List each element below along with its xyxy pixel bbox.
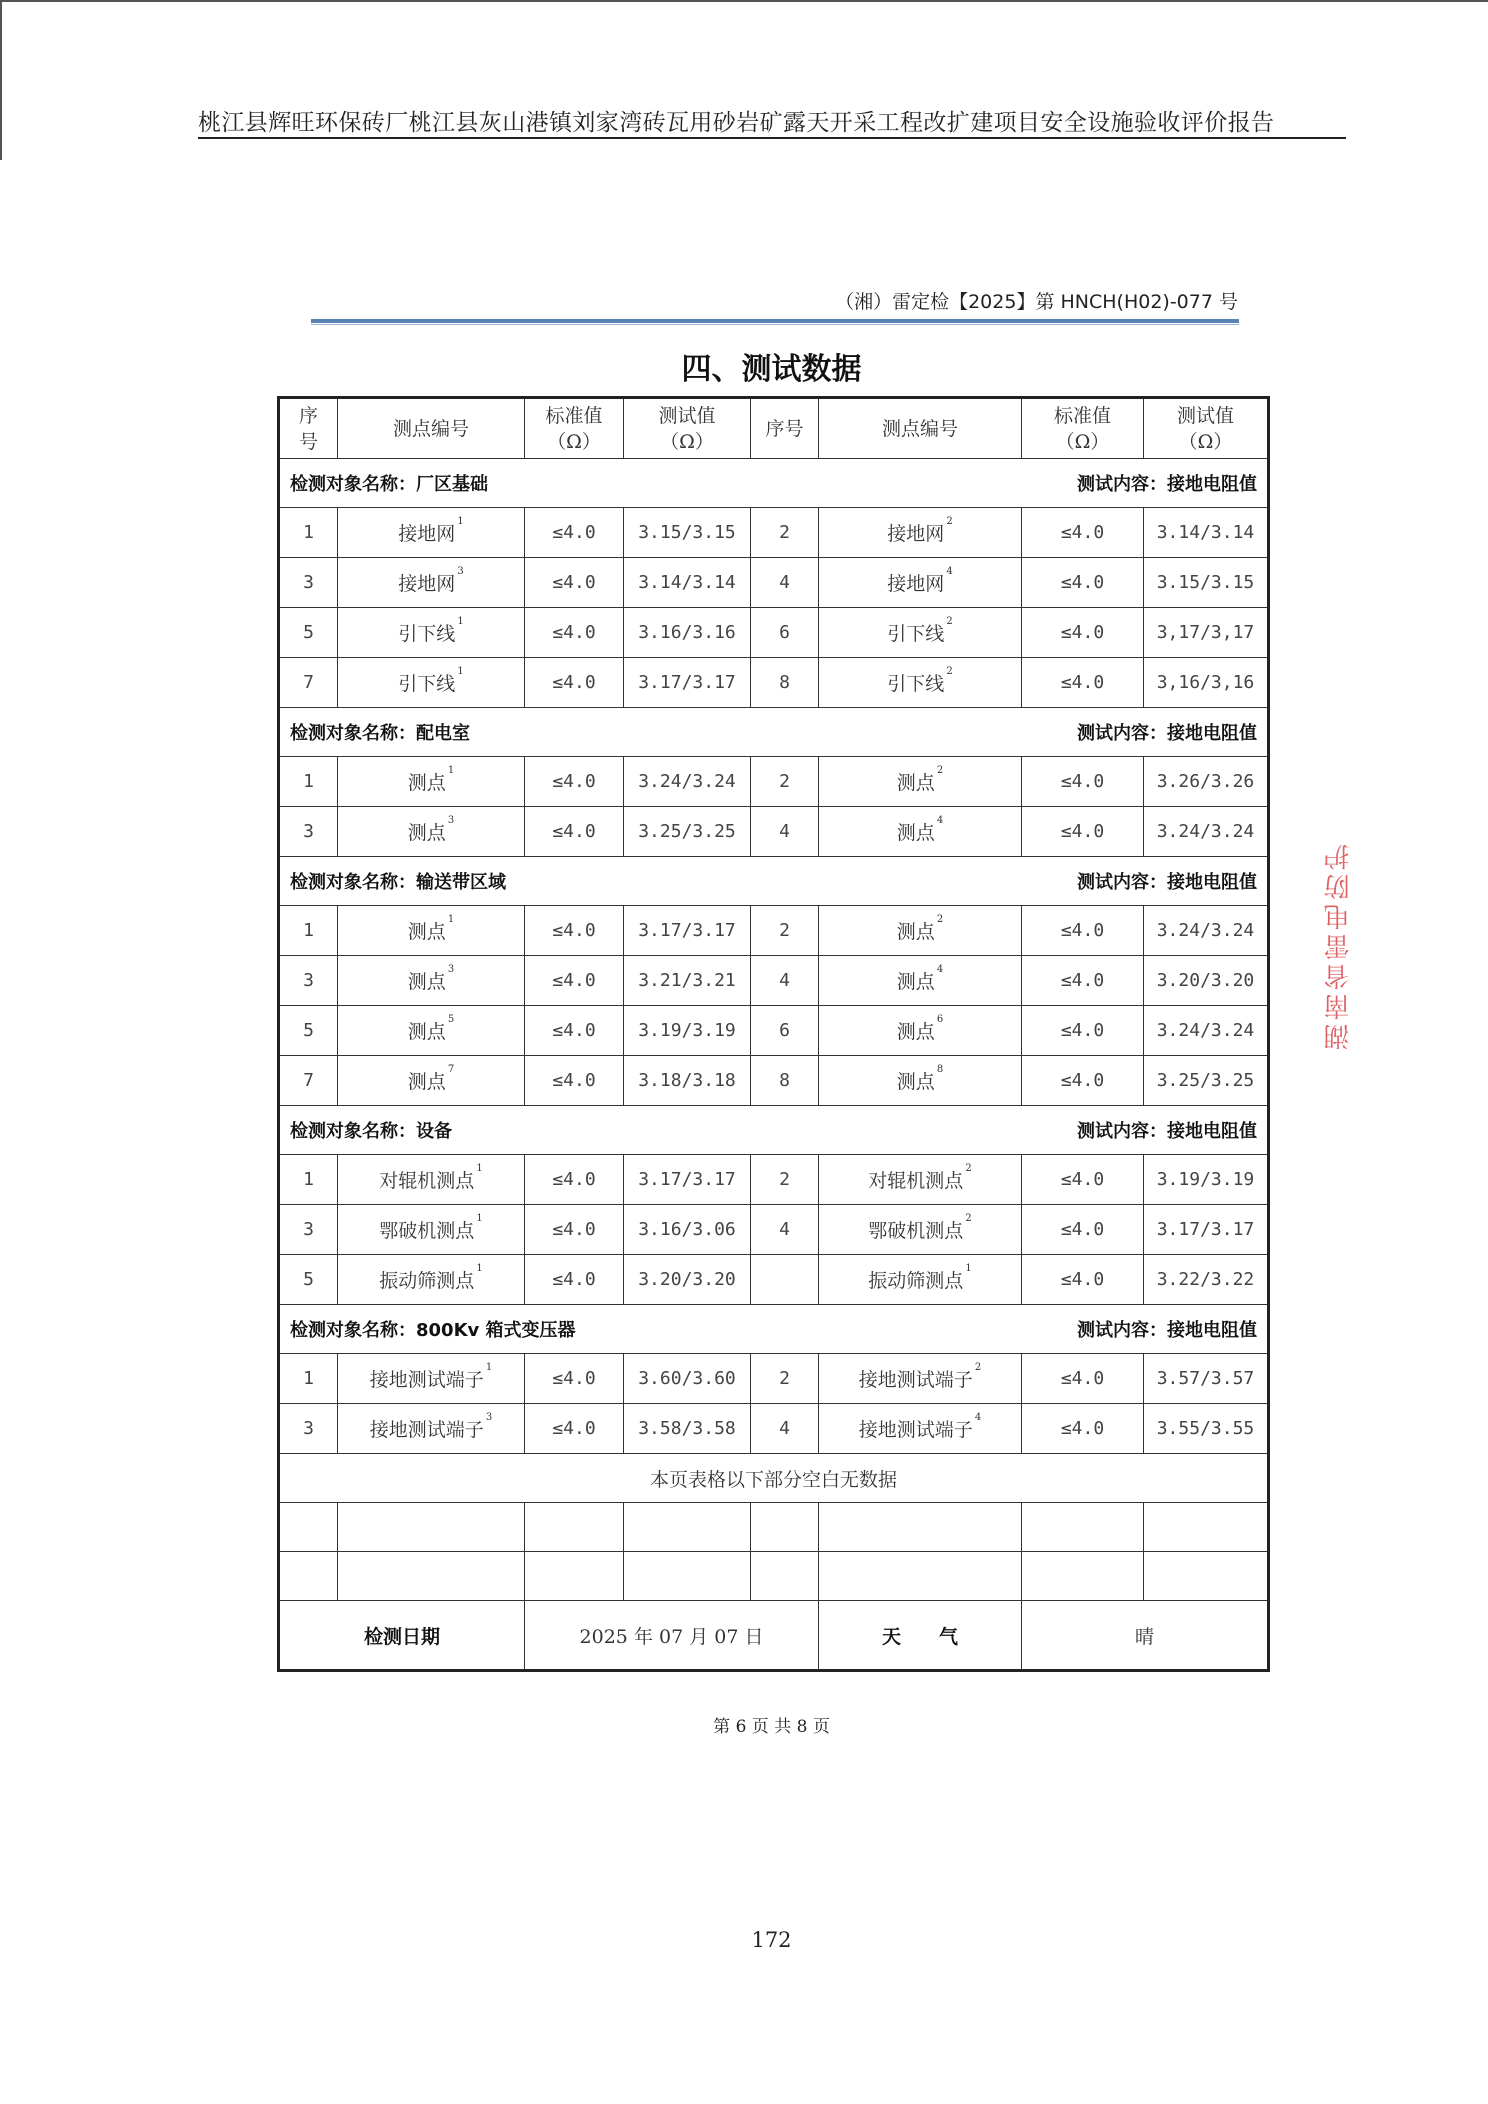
point-name: 测点 bbox=[407, 1071, 446, 1093]
table-row bbox=[279, 1354, 1269, 1404]
point-superscript: 5 bbox=[447, 1014, 455, 1025]
point-name: 接地测试端子 bbox=[858, 1369, 973, 1391]
point-name: 对辊机测点 bbox=[379, 1170, 475, 1192]
point-superscript: 8 bbox=[936, 1064, 944, 1075]
test-value: 3.26/3.26 bbox=[1144, 757, 1269, 807]
serial-number: 6 bbox=[751, 608, 819, 658]
serial-number: 3 bbox=[279, 1205, 338, 1255]
standard-value: ≤4.0 bbox=[525, 1404, 624, 1454]
test-value: 3.15/3.15 bbox=[1144, 558, 1269, 608]
empty-cell bbox=[1022, 1503, 1144, 1552]
standard-value: ≤4.0 bbox=[1022, 508, 1144, 558]
serial-number: 6 bbox=[751, 1006, 819, 1056]
point-superscript: 4 bbox=[974, 1412, 982, 1423]
serial-number: 4 bbox=[751, 807, 819, 857]
inspection-seal: 湖南省雷电防护 bbox=[1324, 840, 1354, 1050]
standard-value: ≤4.0 bbox=[1022, 1056, 1144, 1106]
empty-cell bbox=[279, 1503, 338, 1552]
point-id bbox=[819, 608, 1022, 658]
column-header: 标准值 （Ω） bbox=[1022, 398, 1144, 459]
point-id bbox=[819, 1006, 1022, 1056]
point-id bbox=[819, 906, 1022, 956]
point-name: 测点 bbox=[896, 822, 935, 844]
group-header bbox=[279, 1305, 1269, 1354]
table-row bbox=[279, 1255, 1269, 1305]
standard-value: ≤4.0 bbox=[1022, 1354, 1144, 1404]
empty-cell bbox=[1144, 1503, 1269, 1552]
serial-number: 2 bbox=[751, 757, 819, 807]
table-body bbox=[279, 398, 1269, 1671]
test-date-label: 检测日期 bbox=[279, 1601, 525, 1671]
point-name: 鄂破机测点 bbox=[868, 1220, 964, 1242]
serial-number: 2 bbox=[751, 906, 819, 956]
point-name: 引下线 bbox=[887, 673, 945, 695]
point-name: 鄂破机测点 bbox=[379, 1220, 475, 1242]
column-header: 测试值 （Ω） bbox=[1144, 398, 1269, 459]
table-row bbox=[279, 1205, 1269, 1255]
point-superscript: 1 bbox=[457, 616, 464, 627]
table-row bbox=[279, 608, 1269, 658]
certificate-number: （湘）雷定检【2025】第 HNCH(H02)-077 号 bbox=[835, 291, 1238, 313]
point-id bbox=[338, 558, 525, 608]
serial-number: 4 bbox=[751, 558, 819, 608]
column-header: 测点编号 bbox=[819, 398, 1022, 459]
test-value: 3,17/3,17 bbox=[1144, 608, 1269, 658]
test-object-name: 检测对象名称：设备 bbox=[290, 1121, 452, 1142]
standard-value: ≤4.0 bbox=[525, 1006, 624, 1056]
point-name: 测点 bbox=[896, 971, 935, 993]
point-superscript: 1 bbox=[447, 914, 455, 925]
serial-number: 1 bbox=[279, 757, 338, 807]
test-object-name: 检测对象名称：配电室 bbox=[290, 723, 470, 744]
point-superscript: 1 bbox=[457, 516, 464, 527]
point-id bbox=[819, 956, 1022, 1006]
serial-number: 3 bbox=[279, 558, 338, 608]
point-superscript: 3 bbox=[457, 566, 464, 577]
point-name: 测点 bbox=[407, 772, 446, 794]
standard-value: ≤4.0 bbox=[525, 757, 624, 807]
cert-rule-thin bbox=[311, 324, 1239, 325]
test-content: 测试内容：接地电阻值 bbox=[1077, 872, 1257, 893]
point-id bbox=[819, 1255, 1022, 1305]
page-count: 第 6 页 共 8 页 bbox=[713, 1717, 830, 1737]
point-id bbox=[819, 508, 1022, 558]
serial-number: 7 bbox=[279, 658, 338, 708]
point-id bbox=[819, 658, 1022, 708]
test-value: 3.19/3.19 bbox=[624, 1006, 751, 1056]
group-header-row bbox=[279, 708, 1269, 757]
point-name: 测点 bbox=[407, 921, 446, 943]
point-id bbox=[338, 1056, 525, 1106]
point-id bbox=[338, 956, 525, 1006]
point-id bbox=[338, 807, 525, 857]
point-superscript: 2 bbox=[965, 1213, 972, 1224]
test-value: 3.58/3.58 bbox=[624, 1404, 751, 1454]
point-name: 测点 bbox=[896, 921, 935, 943]
point-name: 引下线 bbox=[887, 623, 945, 645]
table-row bbox=[279, 1056, 1269, 1106]
standard-value: ≤4.0 bbox=[1022, 608, 1144, 658]
table-header-row bbox=[279, 398, 1269, 459]
table-row bbox=[279, 508, 1269, 558]
table-row bbox=[279, 658, 1269, 708]
standard-value: ≤4.0 bbox=[1022, 658, 1144, 708]
test-value: 3.17/3.17 bbox=[624, 906, 751, 956]
test-value: 3.24/3.24 bbox=[624, 757, 751, 807]
point-superscript: 4 bbox=[936, 815, 944, 826]
standard-value: ≤4.0 bbox=[1022, 906, 1144, 956]
empty-cell bbox=[338, 1503, 525, 1552]
test-value: 3.22/3.22 bbox=[1144, 1255, 1269, 1305]
column-header: 测点编号 bbox=[338, 398, 525, 459]
column-header: 序 号 bbox=[279, 398, 338, 459]
blank-note-row bbox=[279, 1454, 1269, 1503]
point-superscript: 2 bbox=[946, 666, 953, 677]
empty-cell bbox=[1022, 1552, 1144, 1601]
empty-row bbox=[279, 1503, 1269, 1552]
point-id bbox=[338, 1006, 525, 1056]
point-superscript: 2 bbox=[946, 616, 953, 627]
weather-value: 晴 bbox=[1022, 1601, 1269, 1671]
column-header: 标准值 （Ω） bbox=[525, 398, 624, 459]
empty-cell bbox=[279, 1552, 338, 1601]
test-value: 3.24/3.24 bbox=[1144, 906, 1269, 956]
point-name: 测点 bbox=[896, 1021, 935, 1043]
standard-value: ≤4.0 bbox=[525, 658, 624, 708]
test-date-value: 2025 年 07 月 07 日 bbox=[525, 1601, 819, 1671]
standard-value: ≤4.0 bbox=[525, 1155, 624, 1205]
point-superscript: 2 bbox=[936, 914, 944, 925]
standard-value: ≤4.0 bbox=[1022, 956, 1144, 1006]
standard-value: ≤4.0 bbox=[525, 807, 624, 857]
test-object-name: 检测对象名称：输送带区域 bbox=[290, 872, 506, 893]
test-value: 3.19/3.19 bbox=[1144, 1155, 1269, 1205]
point-id bbox=[338, 906, 525, 956]
test-value: 3.16/3.06 bbox=[624, 1205, 751, 1255]
point-id bbox=[338, 1404, 525, 1454]
point-superscript: 3 bbox=[447, 964, 455, 975]
test-value: 3.20/3.20 bbox=[624, 1255, 751, 1305]
point-superscript: 1 bbox=[476, 1213, 483, 1224]
table-row bbox=[279, 757, 1269, 807]
standard-value: ≤4.0 bbox=[1022, 807, 1144, 857]
group-header-row bbox=[279, 1106, 1269, 1155]
point-name: 接地测试端子 bbox=[369, 1369, 484, 1391]
point-id bbox=[819, 1056, 1022, 1106]
point-id bbox=[819, 558, 1022, 608]
serial-number: 8 bbox=[751, 1056, 819, 1106]
test-value: 3.55/3.55 bbox=[1144, 1404, 1269, 1454]
point-name: 测点 bbox=[407, 1021, 446, 1043]
point-id bbox=[338, 1155, 525, 1205]
test-value: 3.21/3.21 bbox=[624, 956, 751, 1006]
test-value: 3.24/3.24 bbox=[1144, 1006, 1269, 1056]
point-superscript: 3 bbox=[485, 1412, 493, 1423]
point-name: 接地网 bbox=[398, 523, 456, 545]
point-superscript: 1 bbox=[476, 1163, 483, 1174]
blank-note: 本页表格以下部分空白无数据 bbox=[279, 1454, 1269, 1503]
test-content: 测试内容：接地电阻值 bbox=[1077, 1121, 1257, 1142]
page-top-edge bbox=[0, 0, 1488, 2]
point-superscript: 1 bbox=[476, 1263, 483, 1274]
group-header-row bbox=[279, 857, 1269, 906]
test-value: 3.14/3.14 bbox=[624, 558, 751, 608]
test-content: 测试内容：接地电阻值 bbox=[1077, 474, 1257, 495]
point-superscript: 4 bbox=[936, 964, 944, 975]
empty-cell bbox=[1144, 1552, 1269, 1601]
weather-label: 天 气 bbox=[819, 1601, 1022, 1671]
serial-number: 4 bbox=[751, 1404, 819, 1454]
point-id bbox=[819, 1155, 1022, 1205]
column-header: 序号 bbox=[751, 398, 819, 459]
empty-row bbox=[279, 1552, 1269, 1601]
point-superscript: 6 bbox=[936, 1014, 944, 1025]
table-row bbox=[279, 807, 1269, 857]
standard-value: ≤4.0 bbox=[525, 1354, 624, 1404]
point-id bbox=[338, 1354, 525, 1404]
empty-cell bbox=[751, 1503, 819, 1552]
serial-number: 7 bbox=[279, 1056, 338, 1106]
point-name: 测点 bbox=[896, 772, 935, 794]
test-value: 3.15/3.15 bbox=[624, 508, 751, 558]
serial-number: 1 bbox=[279, 508, 338, 558]
serial-number: 5 bbox=[279, 1006, 338, 1056]
empty-cell bbox=[525, 1552, 624, 1601]
serial-number: 2 bbox=[751, 1354, 819, 1404]
serial-number: 2 bbox=[751, 1155, 819, 1205]
group-header bbox=[279, 1106, 1269, 1155]
serial-number: 1 bbox=[279, 906, 338, 956]
test-object-name: 检测对象名称：厂区基础 bbox=[290, 474, 488, 495]
point-id bbox=[338, 1255, 525, 1305]
serial-number: 3 bbox=[279, 956, 338, 1006]
standard-value: ≤4.0 bbox=[525, 956, 624, 1006]
point-superscript: 2 bbox=[936, 765, 944, 776]
serial-number: 4 bbox=[751, 1205, 819, 1255]
header-rule bbox=[198, 137, 1346, 139]
test-value: 3.17/3.17 bbox=[624, 1155, 751, 1205]
empty-cell bbox=[624, 1503, 751, 1552]
point-name: 接地测试端子 bbox=[858, 1419, 973, 1441]
section-title: 四、测试数据 bbox=[681, 352, 862, 387]
serial-number: 5 bbox=[279, 1255, 338, 1305]
standard-value: ≤4.0 bbox=[1022, 1006, 1144, 1056]
point-id bbox=[819, 1354, 1022, 1404]
point-superscript: 1 bbox=[457, 666, 464, 677]
cert-rule bbox=[311, 319, 1239, 323]
point-name: 测点 bbox=[407, 822, 446, 844]
standard-value: ≤4.0 bbox=[525, 1056, 624, 1106]
standard-value: ≤4.0 bbox=[1022, 558, 1144, 608]
point-id bbox=[819, 757, 1022, 807]
report-header-title: 桃江县辉旺环保砖厂桃江县灰山港镇刘家湾砖瓦用砂岩矿露天开采工程改扩建项目安全设施验收评价报告 bbox=[198, 110, 1275, 136]
point-name: 接地网 bbox=[887, 573, 945, 595]
point-name: 振动筛测点 bbox=[868, 1270, 964, 1292]
test-value: 3.57/3.57 bbox=[1144, 1354, 1269, 1404]
serial-number: 3 bbox=[279, 1404, 338, 1454]
empty-cell bbox=[624, 1552, 751, 1601]
point-name: 测点 bbox=[407, 971, 446, 993]
point-superscript: 7 bbox=[447, 1064, 455, 1075]
page-left-edge bbox=[0, 0, 2, 160]
point-name: 测点 bbox=[896, 1071, 935, 1093]
test-value: 3.25/3.25 bbox=[624, 807, 751, 857]
standard-value: ≤4.0 bbox=[525, 508, 624, 558]
standard-value: ≤4.0 bbox=[525, 1205, 624, 1255]
empty-cell bbox=[525, 1503, 624, 1552]
test-content: 测试内容：接地电阻值 bbox=[1077, 723, 1257, 744]
standard-value: ≤4.0 bbox=[1022, 1205, 1144, 1255]
test-value: 3.17/3.17 bbox=[624, 658, 751, 708]
test-content: 测试内容：接地电阻值 bbox=[1077, 1320, 1257, 1341]
column-header: 测试值 （Ω） bbox=[624, 398, 751, 459]
serial-number: 4 bbox=[751, 956, 819, 1006]
group-header-row bbox=[279, 459, 1269, 508]
group-header bbox=[279, 459, 1269, 508]
empty-cell bbox=[819, 1552, 1022, 1601]
table-row bbox=[279, 1006, 1269, 1056]
test-value: 3.17/3.17 bbox=[1144, 1205, 1269, 1255]
test-value: 3.60/3.60 bbox=[624, 1354, 751, 1404]
point-superscript: 1 bbox=[965, 1263, 972, 1274]
standard-value: ≤4.0 bbox=[1022, 757, 1144, 807]
serial-number: 3 bbox=[279, 807, 338, 857]
point-superscript: 3 bbox=[447, 815, 455, 826]
table-row bbox=[279, 558, 1269, 608]
standard-value: ≤4.0 bbox=[525, 1255, 624, 1305]
test-value: 3.25/3.25 bbox=[1144, 1056, 1269, 1106]
serial-number: 5 bbox=[279, 608, 338, 658]
point-name: 引下线 bbox=[398, 623, 456, 645]
point-id bbox=[819, 807, 1022, 857]
standard-value: ≤4.0 bbox=[525, 608, 624, 658]
point-name: 对辊机测点 bbox=[868, 1170, 964, 1192]
point-id bbox=[338, 757, 525, 807]
serial-number bbox=[751, 1255, 819, 1305]
group-header bbox=[279, 708, 1269, 757]
table-row bbox=[279, 956, 1269, 1006]
standard-value: ≤4.0 bbox=[1022, 1155, 1144, 1205]
point-superscript: 1 bbox=[485, 1362, 493, 1373]
serial-number: 1 bbox=[279, 1354, 338, 1404]
point-id bbox=[338, 1205, 525, 1255]
point-superscript: 2 bbox=[974, 1362, 982, 1373]
test-value: 3,16/3,16 bbox=[1144, 658, 1269, 708]
standard-value: ≤4.0 bbox=[1022, 1404, 1144, 1454]
standard-value: ≤4.0 bbox=[525, 906, 624, 956]
test-value: 3.20/3.20 bbox=[1144, 956, 1269, 1006]
empty-cell bbox=[819, 1503, 1022, 1552]
point-superscript: 2 bbox=[946, 516, 953, 527]
test-data-table bbox=[277, 396, 1270, 1672]
point-name: 接地网 bbox=[887, 523, 945, 545]
point-id bbox=[338, 608, 525, 658]
footer-row bbox=[279, 1601, 1269, 1671]
test-value: 3.16/3.16 bbox=[624, 608, 751, 658]
standard-value: ≤4.0 bbox=[1022, 1255, 1144, 1305]
point-id bbox=[338, 508, 525, 558]
point-name: 接地测试端子 bbox=[369, 1419, 484, 1441]
point-id bbox=[338, 658, 525, 708]
point-superscript: 4 bbox=[946, 566, 953, 577]
point-superscript: 2 bbox=[965, 1163, 972, 1174]
test-value: 3.24/3.24 bbox=[1144, 807, 1269, 857]
table-row bbox=[279, 1404, 1269, 1454]
serial-number: 8 bbox=[751, 658, 819, 708]
table-row bbox=[279, 1155, 1269, 1205]
test-value: 3.18/3.18 bbox=[624, 1056, 751, 1106]
standard-value: ≤4.0 bbox=[525, 558, 624, 608]
point-name: 振动筛测点 bbox=[379, 1270, 475, 1292]
serial-number: 1 bbox=[279, 1155, 338, 1205]
page-number: 172 bbox=[751, 1928, 792, 1952]
point-superscript: 1 bbox=[447, 765, 455, 776]
group-header-row bbox=[279, 1305, 1269, 1354]
test-value: 3.14/3.14 bbox=[1144, 508, 1269, 558]
table-row bbox=[279, 906, 1269, 956]
point-name: 引下线 bbox=[398, 673, 456, 695]
test-object-name: 检测对象名称：800Kv 箱式变压器 bbox=[290, 1320, 576, 1341]
point-name: 接地网 bbox=[398, 573, 456, 595]
point-id bbox=[819, 1404, 1022, 1454]
group-header bbox=[279, 857, 1269, 906]
serial-number: 2 bbox=[751, 508, 819, 558]
point-id bbox=[819, 1205, 1022, 1255]
empty-cell bbox=[751, 1552, 819, 1601]
empty-cell bbox=[338, 1552, 525, 1601]
